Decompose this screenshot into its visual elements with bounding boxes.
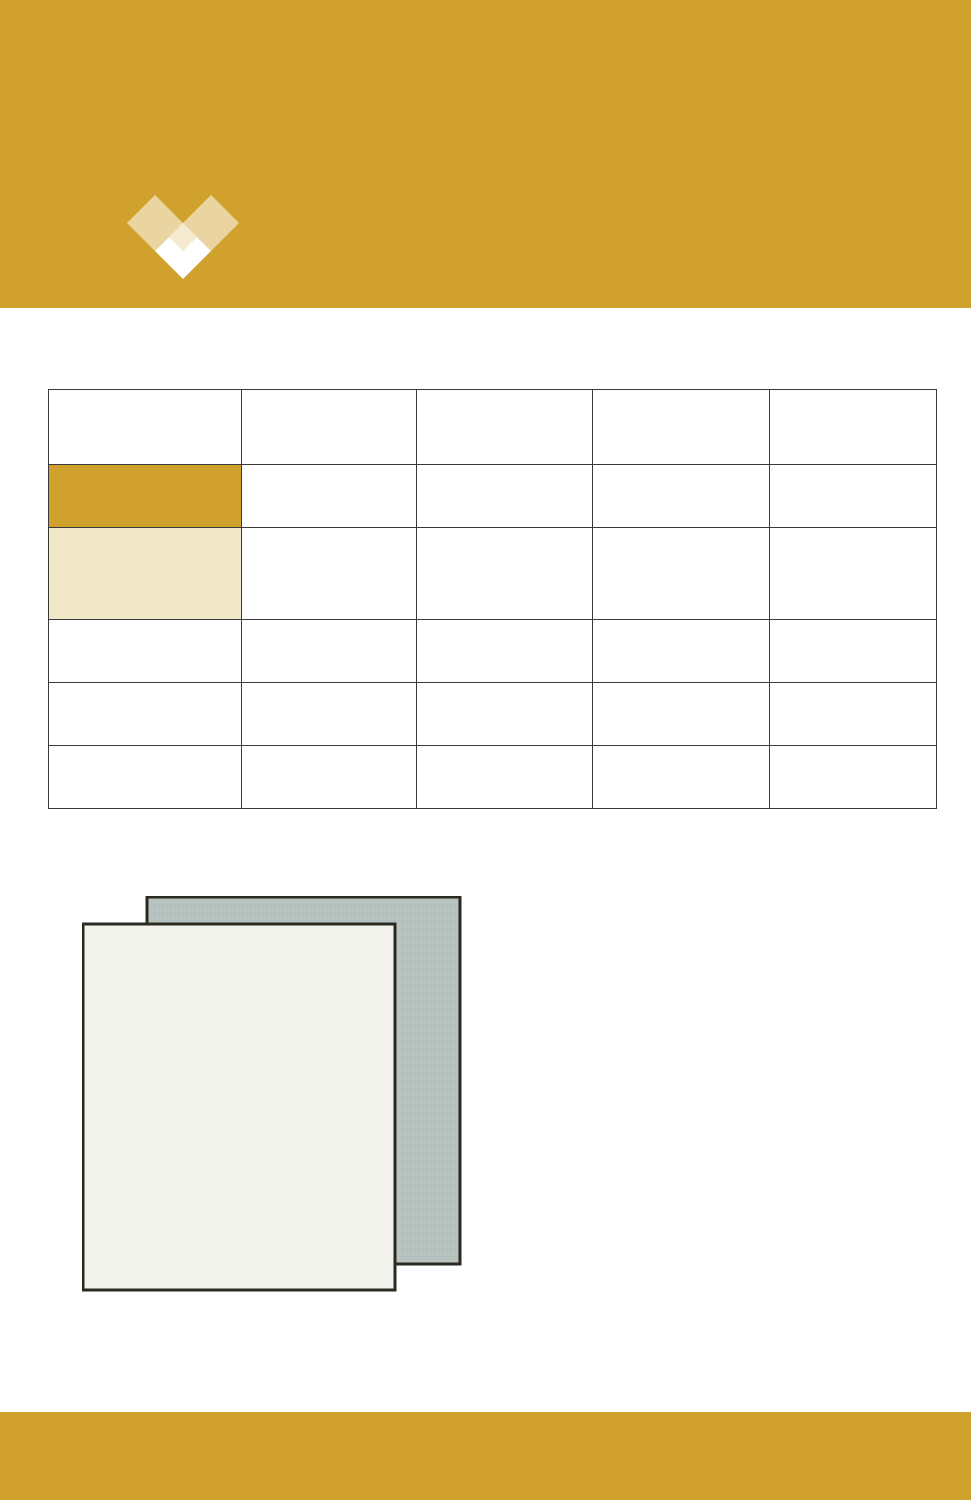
table-cell bbox=[241, 465, 416, 528]
row-header-batting bbox=[49, 746, 242, 809]
barcode-icon bbox=[728, 1207, 944, 1343]
table-row bbox=[49, 620, 937, 683]
fabric-requirements-table bbox=[48, 389, 937, 809]
table-cell bbox=[593, 528, 770, 620]
row-header-prints bbox=[49, 465, 242, 528]
table-cell bbox=[241, 746, 416, 809]
table-cell bbox=[593, 620, 770, 683]
quilt-top bbox=[83, 924, 395, 1290]
table-row bbox=[49, 746, 937, 809]
table-cell bbox=[241, 620, 416, 683]
footer-band bbox=[0, 1412, 971, 1500]
table-cell bbox=[416, 528, 593, 620]
table-cell bbox=[416, 746, 593, 809]
table-row bbox=[49, 683, 937, 746]
table-cell bbox=[770, 683, 937, 746]
table-row bbox=[49, 528, 937, 620]
table-cell bbox=[770, 528, 937, 620]
table-cell bbox=[416, 620, 593, 683]
table-cell bbox=[593, 683, 770, 746]
table-cell bbox=[241, 683, 416, 746]
table-cell bbox=[770, 620, 937, 683]
row-header-geese-sashing bbox=[49, 528, 242, 620]
table-cell bbox=[416, 465, 593, 528]
row-header-binding bbox=[49, 620, 242, 683]
table-cell bbox=[416, 683, 593, 746]
table-cell bbox=[593, 465, 770, 528]
column-header-twin bbox=[593, 390, 770, 465]
column-header-queen bbox=[770, 390, 937, 465]
table-row bbox=[49, 465, 937, 528]
table-corner-cell bbox=[49, 390, 242, 465]
table-cell bbox=[770, 746, 937, 809]
brand-logo-icon bbox=[127, 195, 239, 279]
column-header-crib bbox=[241, 390, 416, 465]
column-header-throw bbox=[416, 390, 593, 465]
table-cell bbox=[593, 746, 770, 809]
row-header-backing bbox=[49, 683, 242, 746]
table-cell bbox=[770, 465, 937, 528]
table-cell bbox=[241, 528, 416, 620]
table-header-row bbox=[49, 390, 937, 465]
quilt-layout-illustration bbox=[82, 896, 462, 1292]
